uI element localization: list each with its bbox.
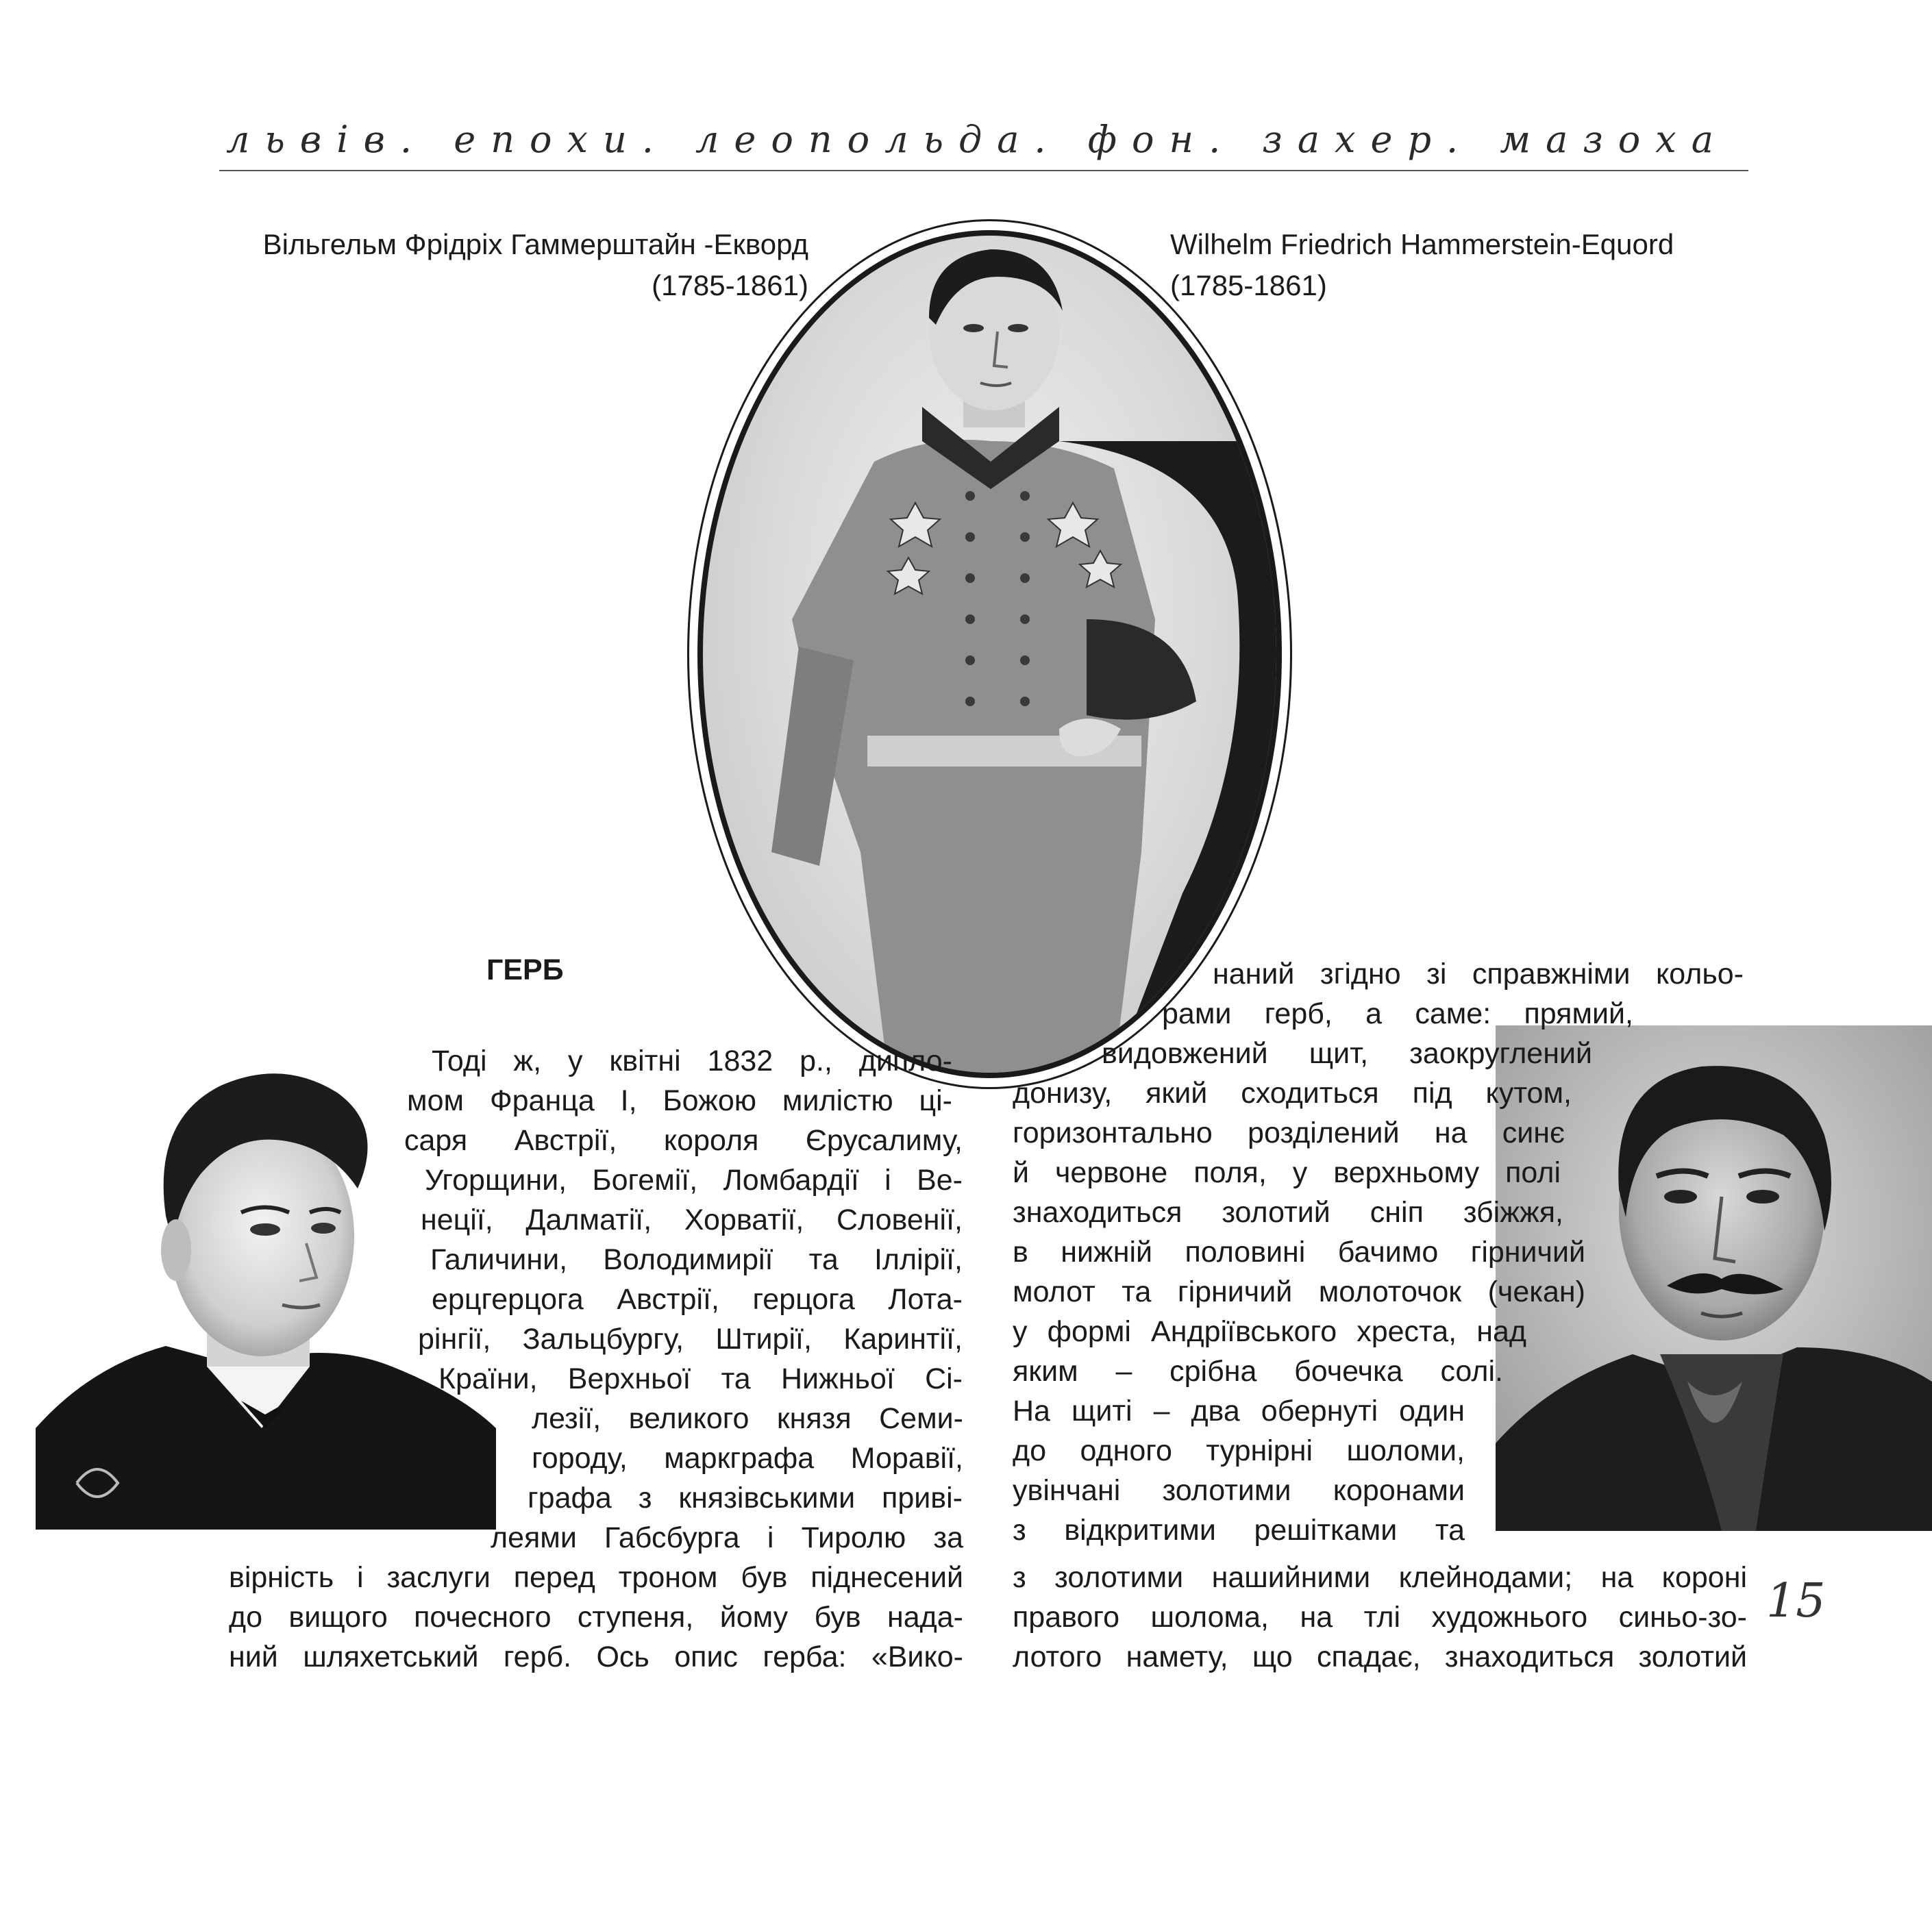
left-column-line: Тоді ж, у квітні 1832 р., дипло- <box>432 1045 952 1077</box>
caption-left-name: Вільгельм Фрідріх Гаммерштайн -Екворд <box>262 228 808 260</box>
left-column-line: саря Австрії, короля Єрусалиму, <box>404 1124 963 1157</box>
right-column-line: в нижній половині бачимо гірничий <box>1013 1236 1585 1269</box>
right-column-line: до одного турнірні шоломи, <box>1013 1434 1465 1467</box>
caption-right <box>1170 224 1759 306</box>
right-column-line: лотого намету, що спадає, знаходиться золотий <box>1013 1641 1747 1673</box>
right-column-line: й червоне поля, у верхньому полі <box>1013 1156 1561 1189</box>
left-column-line: мом Франца І, Божою милістю ці- <box>407 1084 952 1117</box>
right-column-line: видовжений щит, заокруглений <box>1102 1037 1592 1070</box>
right-column-line: На щиті – два обернуті один <box>1013 1395 1465 1427</box>
right-column-line: у формі Андріївського хреста, над <box>1013 1315 1526 1348</box>
right-column-line: донизу, який сходиться під кутом, <box>1013 1077 1572 1110</box>
running-head: львів. епохи. леопольда. фон. захер. мазоха <box>226 118 1729 161</box>
left-column-line: до вищого почесного ступеня, йому був нада- <box>229 1601 963 1634</box>
right-column-line: знаходиться золотий сніп збіжжя, <box>1013 1196 1563 1229</box>
section-title: ГЕРБ <box>486 953 564 986</box>
right-column-line: яким – срібна бочечка солі. <box>1013 1355 1503 1388</box>
left-column-line: Угорщини, Богемії, Ломбардії і Ве- <box>425 1164 963 1197</box>
left-column-line: рінгії, Зальцбургу, Штирії, Каринтії, <box>418 1323 963 1356</box>
left-column-line: Галичини, Володимирії та Іллірії, <box>430 1243 963 1276</box>
left-column-line: Країни, Верхньої та Нижньої Сі- <box>438 1362 963 1395</box>
caption-left-dates: (1785-1861) <box>652 269 808 301</box>
right-column-line: увінчані золотими коронами <box>1013 1474 1465 1507</box>
right-column-line: правого шолома, на тлі художнього синьо-зо- <box>1013 1601 1747 1634</box>
header-rule <box>219 170 1748 171</box>
left-column-line: леями Габсбурга і Тиролю за <box>491 1521 963 1554</box>
left-column-line: лезії, великого князя Семи- <box>532 1402 963 1435</box>
right-column-line: наний згідно зі справжніми кольо- <box>1213 958 1744 990</box>
caption-right-name: Wilhelm Friedrich Hammerstein-Equord <box>1170 228 1674 260</box>
caption-left <box>123 224 808 306</box>
page-number: 15 <box>1766 1574 1826 1628</box>
right-column-line: рами герб, а саме: прямий, <box>1162 997 1633 1030</box>
portrait-center-drawing <box>703 236 1276 1073</box>
left-column-line: городу, маркграфа Моравії, <box>532 1442 963 1475</box>
left-column-line: неції, Далматії, Хорватії, Словенії, <box>421 1204 963 1236</box>
left-column-line: графа з князівськими приві- <box>528 1482 963 1514</box>
left-column-line: вірність і заслуги перед троном був піднесений <box>229 1561 963 1594</box>
left-column-line: ерцгерцога Австрії, герцога Лота- <box>432 1283 963 1316</box>
left-column-line: ний шляхетський герб. Ось опис герба: «Вико- <box>229 1641 963 1673</box>
right-column-line: з золотими нашийними клейнодами; на короні <box>1013 1561 1747 1594</box>
caption-right-dates: (1785-1861) <box>1170 269 1327 301</box>
right-column-line: горизонтально розділений на синє <box>1013 1117 1565 1149</box>
right-column-line: молот та гірничий молоточок (чекан) <box>1013 1275 1585 1308</box>
right-column-line: з відкритими решітками та <box>1013 1514 1465 1547</box>
oval-portrait-image <box>697 230 1282 1078</box>
